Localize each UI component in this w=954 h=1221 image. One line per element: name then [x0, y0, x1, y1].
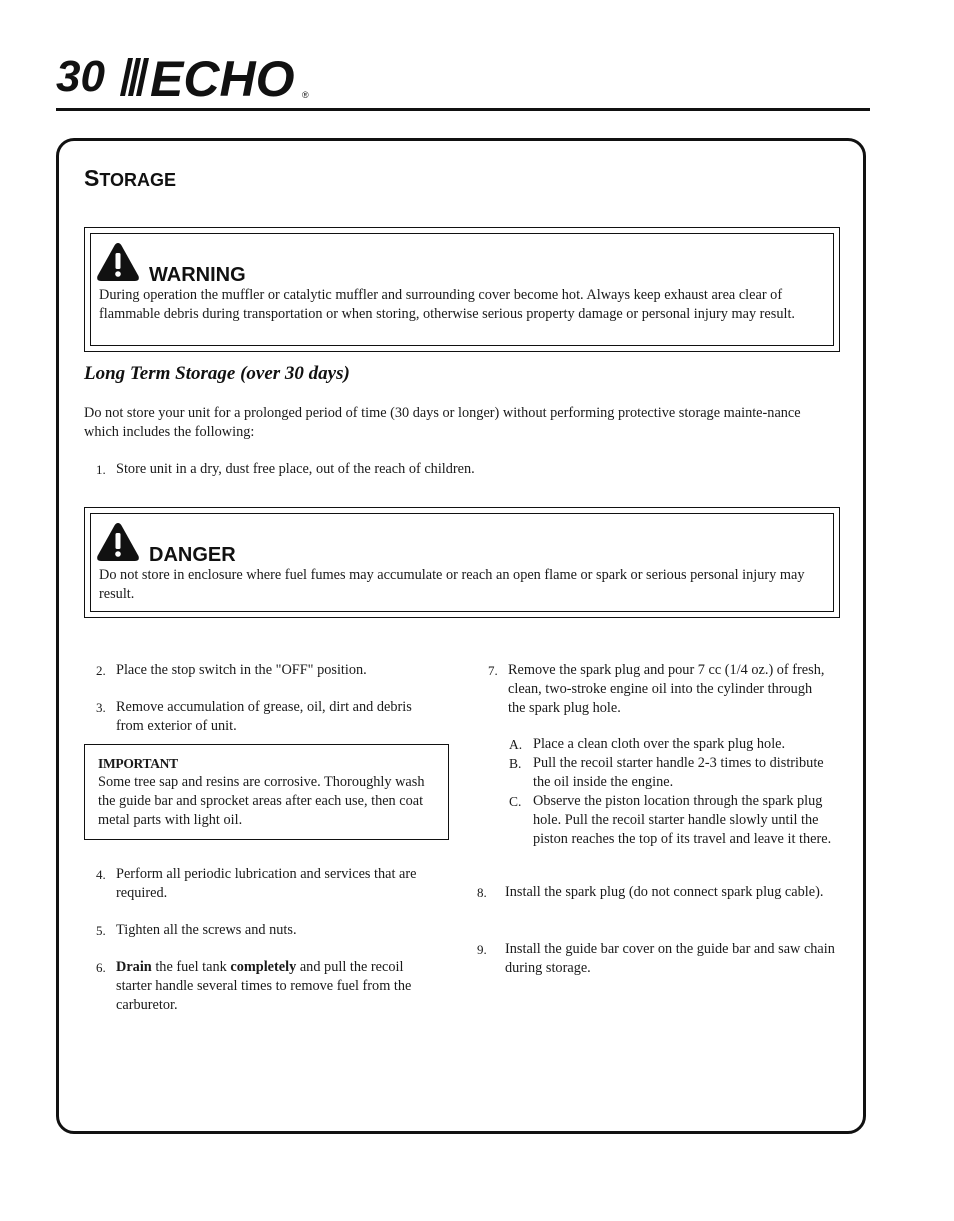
step-text-part: the fuel tank: [151, 959, 231, 975]
step-text-part: and pull the recoil starter handle several times to remove fuel from the carburetor.: [116, 959, 412, 1013]
substep-letter: B.: [509, 756, 522, 771]
danger-triangle-icon: [96, 522, 140, 562]
danger-inner-border: [90, 513, 834, 612]
step-number: 8.: [477, 885, 487, 900]
step-text: Place the stop switch in the "OFF" position.: [116, 662, 367, 678]
warning-box: [84, 227, 840, 352]
important-box: [84, 744, 449, 840]
step-number: 4.: [96, 867, 106, 882]
step-number: 2.: [96, 663, 106, 678]
substep-text: Place a clean cloth over the spark plug hole.: [533, 736, 786, 752]
section-title: [84, 163, 176, 195]
warning-heading: WARNING: [149, 264, 246, 286]
substep-letter: A.: [509, 737, 523, 752]
header-rule: [56, 108, 870, 111]
section-title-initial: S: [84, 165, 100, 191]
danger-heading: DANGER: [149, 544, 236, 566]
step-number: 9.: [477, 942, 487, 957]
page-number: 30: [56, 52, 105, 101]
warning-inner-border: [90, 233, 834, 346]
long-term-intro: Do not store your unit for a prolonged period of time (30 days or longer) without performing protective storage mainte-nance which includes the following:: [84, 405, 801, 440]
danger-text: Do not store in enclosure where fuel fumes may accumulate or reach an open flame or spark or serious personal injury may result.: [99, 567, 805, 602]
substep-text: Observe the piston location through the spark plug hole. Pull the recoil starter handle slowly until the piston reaches the top of its travel and leave it there.: [533, 793, 832, 847]
long-term-heading: Long Term Storage (over 30 days): [84, 363, 350, 384]
step-text: Install the guide bar cover on the guide bar and saw chain during storage.: [505, 941, 835, 976]
step-number: 3.: [96, 700, 106, 715]
step-number: 1.: [96, 462, 106, 477]
step-text: Remove the spark plug and pour 7 cc (1/4 oz.) of fresh, clean, two-stroke engine oil into the cylinder through the spark plug hole.: [508, 662, 825, 716]
section-title-rest: TORAGE: [99, 170, 177, 190]
important-text: Some tree sap and resins are corrosive. Thoroughly wash the guide bar and sprocket areas after each use, then coat metal parts with light oil.: [98, 774, 425, 828]
logo-wordmark: ECHO: [150, 54, 295, 100]
substep-letter: C.: [509, 794, 522, 809]
step-number: 5.: [96, 923, 106, 938]
completely-emphasis: completely: [230, 959, 297, 975]
important-label: IMPORTANT: [98, 756, 178, 771]
warning-text: During operation the muffler or catalytic muffler and surrounding cover become hot. Always keep exhaust area clear of flammable debris during transportation or when storing, otherwise serious property damage or personal injury may result.: [99, 287, 796, 322]
step-text: [116, 958, 441, 1015]
warning-triangle-icon: [96, 242, 140, 282]
danger-box: [84, 507, 840, 618]
logo-speed-stripes: [120, 58, 149, 96]
step-text: Tighten all the screws and nuts.: [116, 922, 297, 938]
step-number: 7.: [488, 663, 498, 678]
step-text: Store unit in a dry, dust free place, out of the reach of children.: [116, 461, 475, 477]
step-text: Perform all periodic lubrication and services that are required.: [116, 866, 417, 901]
registered-mark: ®: [302, 90, 309, 100]
step-text: Install the spark plug (do not connect spark plug cable).: [505, 884, 824, 900]
step-number: 6.: [96, 960, 106, 975]
step-text: Remove accumulation of grease, oil, dirt and debris from exterior of unit.: [116, 699, 412, 734]
substep-text: Pull the recoil starter handle 2-3 times to distribute the oil inside the engine.: [533, 755, 824, 790]
drain-emphasis: Drain: [116, 959, 152, 975]
echo-logo: [116, 54, 316, 100]
